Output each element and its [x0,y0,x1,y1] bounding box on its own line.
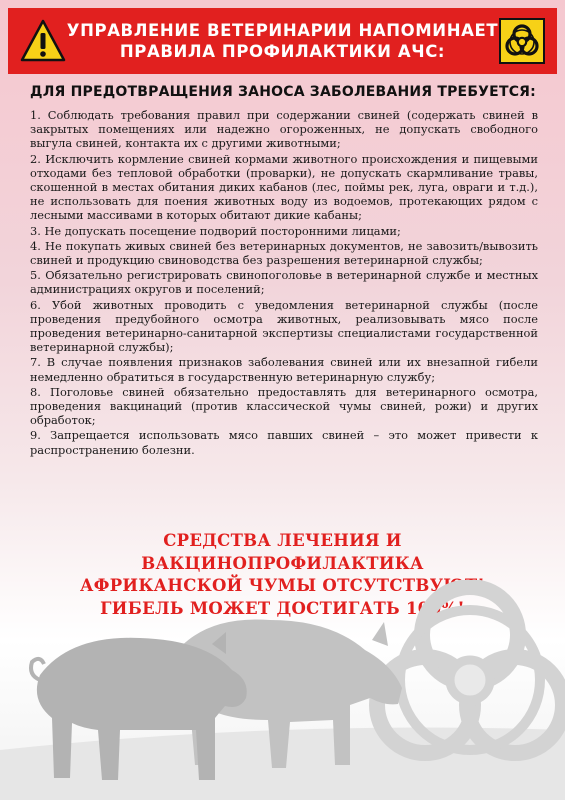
rule-item: 2. Исключить кормление свиней кормами животного происхождения и пищевыми отходами без тепловой обработки (проварки), не допускать скармливание травы, скошенной в местах обитания диких кабанов (лес, поймы рек, луга, овраги и т.д.), не использовать для поения животных воду из водоемов, протекающих рядом с лесными массивами в которых обитают дикие кабаны; [30,151,538,223]
header-line-1: УПРАВЛЕНИЕ ВЕТЕРИНАРИИ НАПОМИНАЕТ [66,21,499,40]
warning-line-1: СРЕДСТВА ЛЕЧЕНИЯ И ВАКЦИНОПРОФИЛАКТИКА [141,531,424,573]
rule-item: 4. Не покупать живых свиней без ветеринарных документов, не завозить/вывозить свиней и продукцию свиноводства без разрешения ветеринарной службы; [30,238,538,268]
intro-heading: ДЛЯ ПРЕДОТВРАЩЕНИЯ ЗАНОСА ЗАБОЛЕВАНИЯ ТРЕБУЕТСЯ: [30,84,536,100]
background-illustration [0,580,565,800]
warning-triangle-icon [20,18,66,64]
rule-item: 3. Не допускать посещение подворий посторонними лицами; [30,223,401,238]
rule-item: 1. Соблюдать требования правил при содержании свиней (содержать свиней в закрытых помещениях или надежно огороженных, не допускать свободного выгула свиней, контакта их с другими животными; [30,108,538,151]
warning-line-3: ГИБЕЛЬ МОЖЕТ ДОСТИГАТЬ 100%! [100,598,465,618]
warning-line-2: АФРИКАНСКОЙ ЧУМЫ ОТСУТСТВУЮТ! [80,576,485,595]
rule-item: 7. В случае появления признаков заболевания свиней или их внезапной гибели немедленно обратиться в государственную ветеринарную службу; [30,355,538,384]
rule-item: 9. Запрещается использовать мясо павших свиней – это может привести к распространению болезни. [30,428,538,457]
rule-item: 6. Убой животных проводить с уведомления ветеринарной службы (после проведения предубойного осмотра животных, реализовывать мясо после проведения ветеринарно-санитарной экспертизы специалистами государственной ветеринарной службы); [30,297,538,355]
header-line-2: ПРАВИЛА ПРОФИЛАКТИКИ АЧС: [119,42,446,61]
rules-list [30,108,538,458]
rule-item: 5. Обязательно регистрировать свинопоголовье в ветеринарной службе и местных администрациях округов и поселений; [30,268,538,297]
header-title [67,20,498,62]
header-banner [8,8,557,74]
biohazard-core [450,660,490,700]
biohazard-icon [499,18,545,64]
rule-item: 8. Поголовье свиней обязательно предоставлять для ветеринарного осмотра, проведения вакцинаций (против классической чумы свиней, рожи) и других обработок; [30,384,538,428]
